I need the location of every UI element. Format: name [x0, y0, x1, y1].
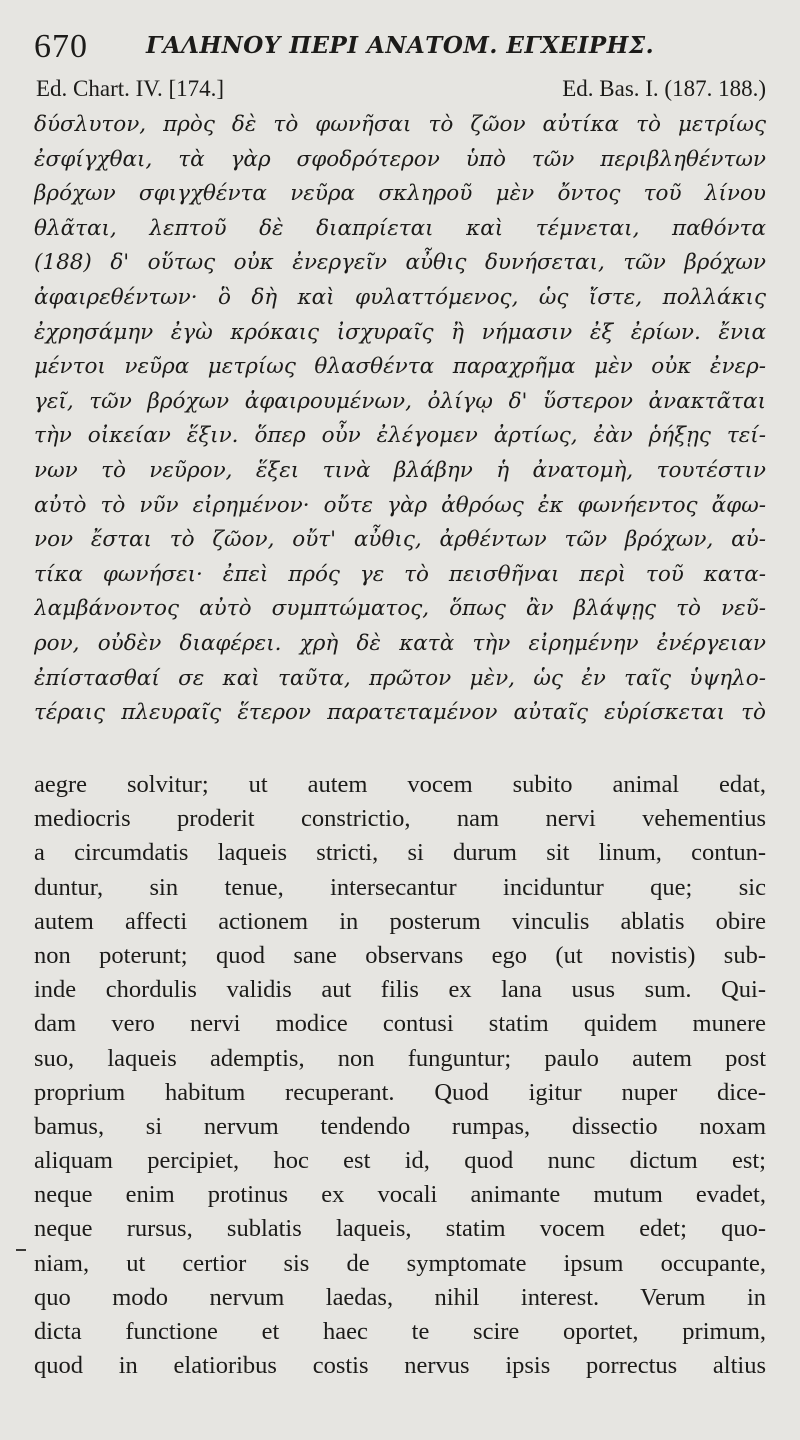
greek-text-line: μέντοι νεῦρα μετρίως θλασθέντα παραχρῆμα μὲν οὐκ ἐνερ- [34, 354, 766, 380]
edition-chartier-reference: Ed. Chart. IV. [174.] [36, 76, 225, 101]
latin-text-line: dicta functione et haec te scire oportet, primum, [34, 1318, 766, 1345]
latin-text-line: neque rursus, sublatis laqueis, statim vocem edet; quo- [34, 1215, 766, 1243]
greek-text-line: ἐσφίγχθαι, τὰ γὰρ σφοδρότερον ὑπὸ τῶν περιβληθέντων [34, 146, 766, 172]
latin-text-line: aegre solvitur; ut autem vocem subito animal edat, [34, 771, 766, 798]
greek-text-line: βρόχων σφιγχθέντα νεῦρα σκληροῦ μὲν ὄντος τοῦ λίνου [34, 181, 766, 207]
greek-text-line: λαμβάνοντος αὐτὸ συμπτώματος, ὅπως ἂν βλάψῃς τὸ νεῦ- [34, 596, 766, 622]
greek-text-line: ἐπίστασθαί σε καὶ ταῦτα, πρῶτον μὲν, ὡς ἐν ταῖς ὑψηλο- [34, 665, 766, 691]
latin-text-line: inde chordulis validis aut filis ex lana usus sum. Qui- [34, 976, 766, 1004]
latin-text-line: bamus, si nervum tendendo rumpas, dissectio noxam [34, 1112, 766, 1140]
latin-text-line: suo, laqueis ademptis, non funguntur; paulo autem post [34, 1044, 766, 1072]
greek-text-line: θλᾶται, λεπτοῦ δὲ διαπρίεται καὶ τέμνεται, παθόντα [34, 215, 766, 241]
page-number: 670 [34, 28, 88, 65]
latin-text-line: duntur, sin tenue, intersecantur inciduntur que; sic [34, 873, 766, 901]
greek-text-line: τίκα φωνήσει· ἐπεὶ πρός γε τὸ πεισθῆναι περὶ τοῦ κατα- [34, 561, 766, 587]
running-title: ΓΑΛΗΝΟΥ ΠΕΡΙ ΑΝΑΤΟΜ. ΕΓΧΕΙΡΗΣ. [146, 32, 655, 59]
greek-text-line: τὴν οἰκείαν ἕξιν. ὅπερ οὖν ἐλέγομεν ἀρτίως, ἐὰν ῥήξῃς τεί- [34, 423, 766, 449]
greek-text-line: (188) δ' οὕτως οὐκ ἐνεργεῖν αὖθις δυνήσεται, τῶν βρόχων [34, 250, 766, 276]
latin-text-line: neque enim protinus ex vocali animante mutum evadet, [34, 1181, 766, 1209]
latin-text-line: proprium habitum recuperant. Quod igitur nuper dice- [34, 1078, 766, 1106]
latin-text-line: aliquam percipiet, hoc est id, quod nunc dictum est; [34, 1147, 766, 1175]
greek-text-line: νων τὸ νεῦρον, ἕξει τινὰ βλάβην ἡ ἀνατομὴ, τουτέστιν [34, 457, 766, 483]
greek-text-line: γεῖ, τῶν βρόχων ἀφαιρουμένων, ὀλίγῳ δ' ὕστερον ἀνακτᾶται [34, 388, 766, 414]
latin-text-line: a circumdatis laqueis stricti, si durum sit linum, contun- [34, 839, 766, 867]
latin-text-line: quod in elatioribus costis nervus ipsis porrectus altius [34, 1352, 766, 1380]
margin-mark [16, 1249, 26, 1251]
latin-text-line: quo modo nervum laedas, nihil interest. Verum in [34, 1283, 766, 1311]
edition-reference-line [36, 76, 766, 106]
running-head [34, 26, 768, 66]
latin-translation-block [34, 768, 766, 1383]
greek-text-line: δύσλυτον, πρὸς δὲ τὸ φωνῆσαι τὸ ζῶον αὐτίκα τὸ μετρίως [34, 112, 766, 137]
greek-text-line: αὐτὸ τὸ νῦν εἰρημένον· οὔτε γὰρ ἀθρόως ἐκ φωνήεντος ἄφω- [34, 492, 766, 518]
greek-text-line: ἐχρησάμην ἐγὼ κρόκαις ἰσχυραῖς ἢ νήμασιν ἐξ ἐρίων. ἔνια [34, 319, 766, 345]
greek-text-line: τέραις πλευραῖς ἕτερον παρατεταμένον αὐταῖς εὑρίσκεται τὸ [34, 700, 766, 726]
greek-text-block [34, 108, 766, 731]
greek-text-line: ρον, οὐδὲν διαφέρει. χρὴ δὲ κατὰ τὴν εἰρημένην ἐνέργειαν [34, 630, 766, 656]
greek-text-line: ἀφαιρεθέντων· ὃ δὴ καὶ φυλαττόμενος, ὡς ἴστε, πολλάκις [34, 284, 766, 310]
greek-text-line: νον ἔσται τὸ ζῶον, οὔτ' αὖθις, ἀρθέντων τῶν βρόχων, αὐ- [34, 527, 766, 553]
latin-text-line: mediocris proderit constrictio, nam nervi vehementius [34, 805, 766, 833]
latin-text-line: dam vero nervi modice contusi statim quidem munere [34, 1010, 766, 1038]
latin-text-line: autem affecti actionem in posterum vinculis ablatis obire [34, 907, 766, 935]
latin-text-line: niam, ut certior sis de symptomate ipsum occupante, [34, 1249, 766, 1277]
edition-basel-reference: Ed. Bas. I. (187. 188.) [562, 76, 766, 101]
latin-text-line: non poterunt; quod sane observans ego (ut novistis) sub- [34, 941, 766, 969]
